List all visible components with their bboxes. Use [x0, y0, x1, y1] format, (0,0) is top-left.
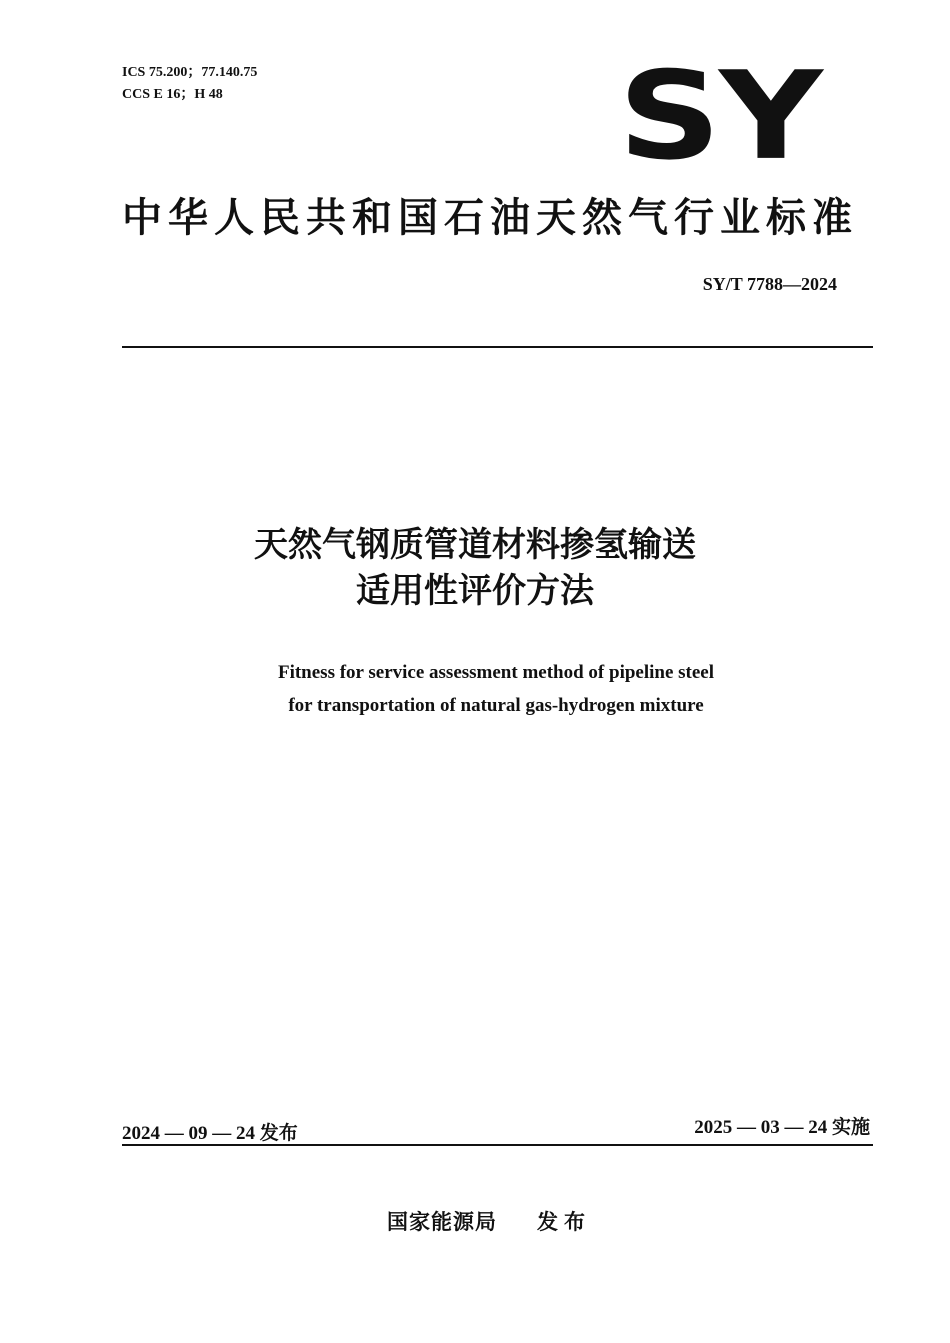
english-title-line-1: Fitness for service assessment method of pipeline steel — [277, 662, 715, 683]
chinese-title-line-1: 天然气钢质管道材料掺氢输送 — [254, 525, 696, 565]
english-title-line-2: for transportation of natural gas-hydrogen mixture — [288, 695, 704, 716]
issue-date: 2024 — 09 — 24 发布 — [122, 1123, 298, 1144]
top-divider — [122, 346, 873, 348]
standard-number: SY/T 7788—2024 — [702, 274, 837, 294]
sy-logo: SY — [618, 45, 821, 188]
classification-codes — [122, 62, 257, 106]
issuer-label: 发布 — [537, 1210, 591, 1234]
ics-code: ICS 75.200；77.140.75 — [122, 65, 258, 80]
implementation-date: 2025 — 03 — 24 实施 — [694, 1117, 870, 1138]
org-title: 中华人民共和国石油天然气行业标准 — [122, 195, 858, 241]
chinese-title — [0, 522, 950, 614]
issuer-name: 国家能源局 — [387, 1210, 497, 1234]
issuer — [387, 1206, 591, 1236]
ccs-code: CCS E 16；H 48 — [122, 87, 223, 102]
bottom-divider — [122, 1144, 873, 1146]
english-title — [0, 656, 950, 722]
chinese-title-line-2: 适用性评价方法 — [356, 571, 594, 611]
